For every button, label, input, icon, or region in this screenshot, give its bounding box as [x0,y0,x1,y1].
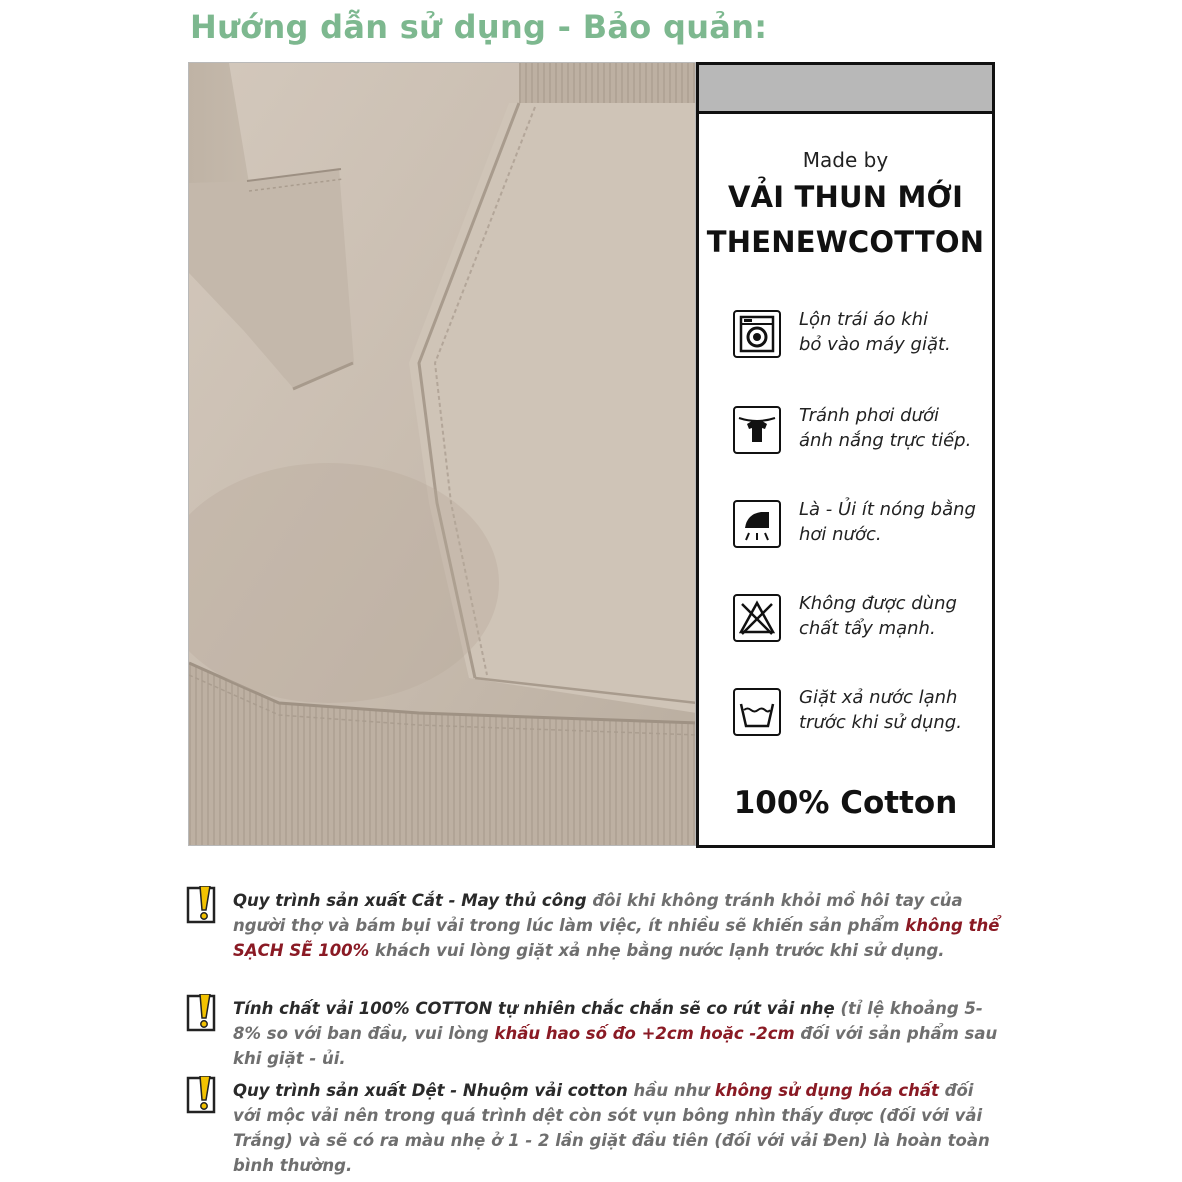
label-top-band [699,65,992,114]
care-item-coldwash [733,685,983,745]
care-item-bleach [733,591,983,651]
material-text: 100% Cotton [733,785,958,821]
warning-icon [186,994,220,1034]
no-bleach-icon [733,594,781,642]
line-dry-shade-icon [733,406,781,454]
note-1-text: Quy trình sản xuất Cắt - May thủ công đôi khi không tránh khỏi mồ hôi tay của người thợ và bám bụi vải trong lúc làm việc, ít nhiều sẽ khiến sản phẩm không thể SẠCH SẼ 100% khách vui lòng giặt xả nhẹ bằng nước lạnh trước khi sử dụng. [233,891,1000,960]
note-2-text: Tính chất vải 100% COTTON tự nhiên chắc chắn sẽ co rút vải nhẹ (tỉ lệ khoảng 5-8% so với ban đầu, vui lòng khấu hao số đo +2cm hoặc -2cm đối với sản phẩm sau khi giặt - ủi. [233,999,998,1068]
care-text-coldwash: Giặt xả nước lạnh trước khi sử dụng. [799,687,962,733]
care-item-iron [733,497,983,557]
care-text-bleach: Không được dùng chất tẩy mạnh. [799,593,957,639]
page-title: Hướng dẫn sử dụng - Bảo quản: [190,8,768,46]
top-ribbing [519,63,696,103]
brand-name-vn: VẢI THUN MỚI [727,180,964,214]
care-text-dry: Tránh phơi dưới ánh nắng trực tiếp. [799,405,972,451]
care-item-dry [733,403,983,463]
iron-steam-icon [733,500,781,548]
brand-name-en: THENEWCOTTON [706,225,985,259]
warning-icon [186,1076,220,1116]
note-3-text: Quy trình sản xuất Dệt - Nhuộm vải cotton hầu như không sử dụng hóa chất đối với mộc vải nên trong quá trình dệt còn sót vụn bông nhìn thấy được (đối với vải Trắng) và sẽ có ra màu nhẹ ở 1 - 2 lần giặt đầu tiên (đối với vải Đen) là hoàn toàn bình thường. [233,1081,990,1175]
hoodie-pocket-illustration [189,63,696,846]
cold-wash-icon [733,688,781,736]
warning-icon [186,886,220,926]
care-text-iron: Là - Ủi ít nóng bằng hơi nước. [799,499,976,545]
care-label [696,62,995,848]
product-photo [188,62,696,846]
made-by-text: Made by [802,148,889,172]
care-item-wash [733,307,983,367]
washing-machine-icon [733,310,781,358]
care-text-wash: Lộn trái áo khi bỏ vào máy giặt. [799,309,951,355]
